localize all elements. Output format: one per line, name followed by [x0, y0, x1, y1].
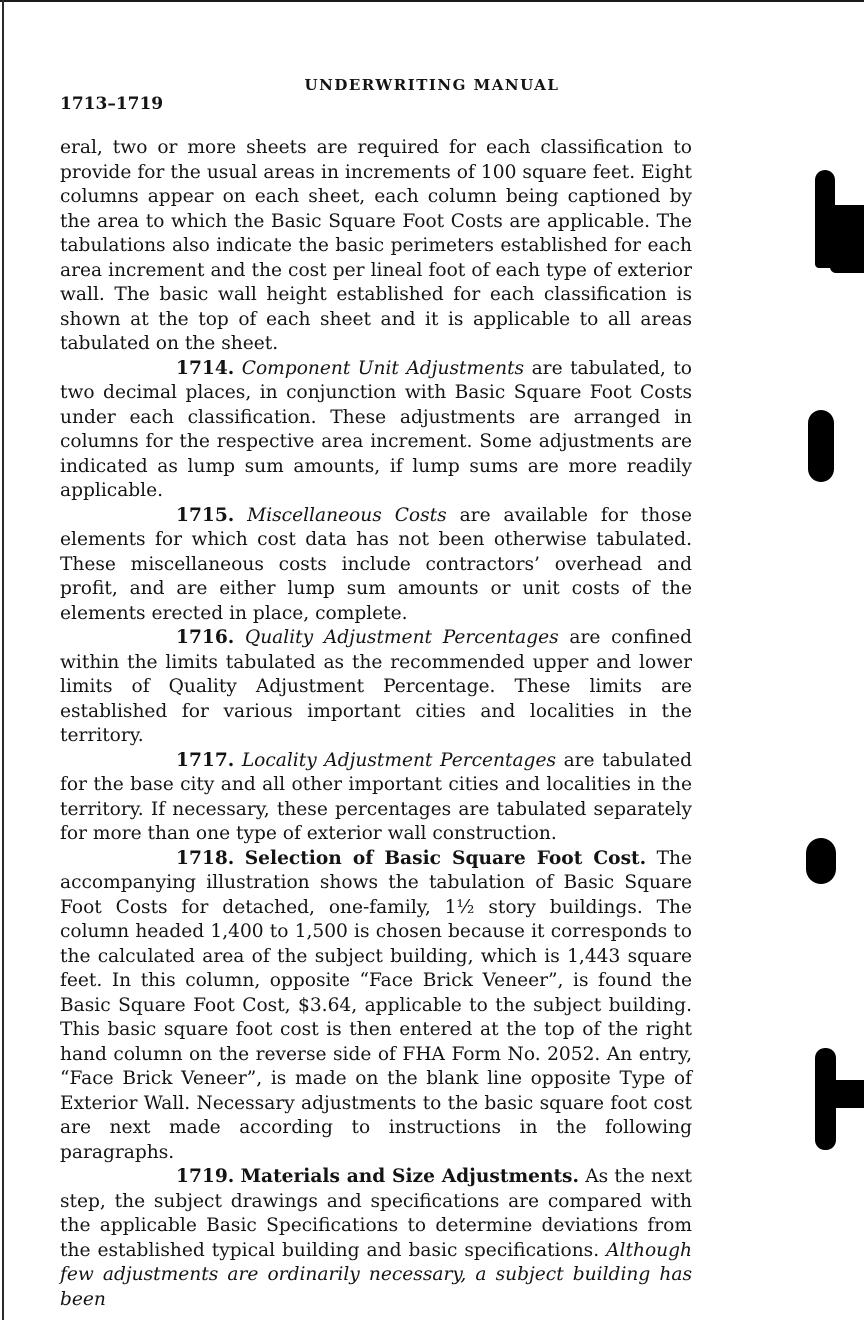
top-edge-rule: [0, 0, 864, 2]
paragraph-1719: [60, 1165, 692, 1312]
page-title: UNDERWRITING MANUAL: [304, 76, 560, 94]
left-edge-rule: [2, 0, 4, 1320]
paragraph-continuation: [60, 136, 692, 357]
section-caption: Miscellaneous Costs: [247, 504, 447, 526]
paragraph-text: eral, two or more sheets are required for each classification to provide for the usual areas in increments of 100 square feet. Eight columns appear on each sheet, each column being captioned by the area to which the Basic Square Foot Costs are applicable. The tabulations also indicate the basic perimeters established for each area increment and the cost per lineal foot of each type of exterior wall. The basic wall height established for each classification is shown at the top of each sheet and it is applicable to all areas tabulated on the sheet.: [60, 137, 692, 354]
section-caption: Quality Adjustment Percentages: [244, 627, 559, 648]
paragraph-text: are tabulated for the base city and all other important cities and localities in the territory. If necessary, these percentages are tabulated separately for more than one type of exterior wall construction.: [60, 749, 692, 844]
paragraph-1717: [60, 749, 692, 847]
paragraph-1715: [60, 504, 692, 627]
paragraph-italic-text: Although few adjustments are ordinarily necessary, a subject building has been: [60, 1239, 692, 1310]
binder-hole-middle: [808, 410, 834, 482]
paragraph-text: The accompanying illustration shows the tabulation of Basic Square Foot Costs for detached, one-family, 1½ story buildings. The column headed 1,400 to 1,500 is chosen because it corresponds to the calculated area of the subject building, which is 1,443 square feet. In this column, opposite “Face Brick Veneer”, is found the Basic Square Foot Cost, $3.64, applicable to the subject building. This basic square foot cost is then entered at the top of the right hand column on the reverse side of FHA Form No. 2052. An entry, “Face Brick Veneer”, is made on the blank line opposite Type of Exterior Wall. Necessary adjustments to the basic square foot cost are next made according to instructions in the following paragraphs.: [60, 847, 692, 1163]
section-caption: Locality Adjustment Percentages: [241, 749, 557, 771]
section-number: 1714.: [176, 357, 235, 379]
binder-hole-lower: [806, 838, 836, 884]
section-number: 1716.: [176, 627, 235, 648]
section-heading: Materials and Size Adjustments.: [240, 1166, 579, 1187]
paragraph-1714: [60, 357, 692, 504]
section-number: 1715.: [176, 504, 235, 526]
section-heading: Selection of Basic Square Foot Cost.: [244, 847, 647, 869]
paragraph-text: are tabulated, to two decimal places, in conjunction with Basic Square Foot Costs under each classification. These adjustments are arranged in columns for the respective area increment. Some adjustments are indicated as lump sum amounts, if lump sums are more readily applicable.: [60, 357, 692, 501]
binder-tab-bottom-notch: [830, 1080, 864, 1108]
paragraph-text: As the next step, the subject drawings and specifications are compared with the applicable Basic Specifications to determine deviations from the established typical building and basic specifications.: [60, 1166, 692, 1261]
section-number: 1719.: [176, 1166, 235, 1187]
body-text: [60, 136, 692, 1312]
paragraph-1716: [60, 626, 692, 749]
paragraph-text: are confined within the limits tabulated as the recommended upper and lower limits of Quality Adjustment Percentage. These limits are established for various important cities and localities in the territory.: [60, 627, 692, 746]
binder-tab-top-notch: [830, 205, 864, 273]
section-number: 1718.: [176, 847, 235, 869]
section-range: 1713–1719: [60, 94, 164, 114]
section-number: 1717.: [176, 749, 235, 771]
section-caption: Component Unit Adjustments: [241, 357, 525, 379]
paragraph-text: are available for those elements for which cost data has not been otherwise tabulated. These miscellaneous costs include contractors’ overhead and profit, and are either lump sum amounts or unit costs of the elements erected in place, complete.: [60, 504, 692, 624]
paragraph-1718: [60, 847, 692, 1166]
